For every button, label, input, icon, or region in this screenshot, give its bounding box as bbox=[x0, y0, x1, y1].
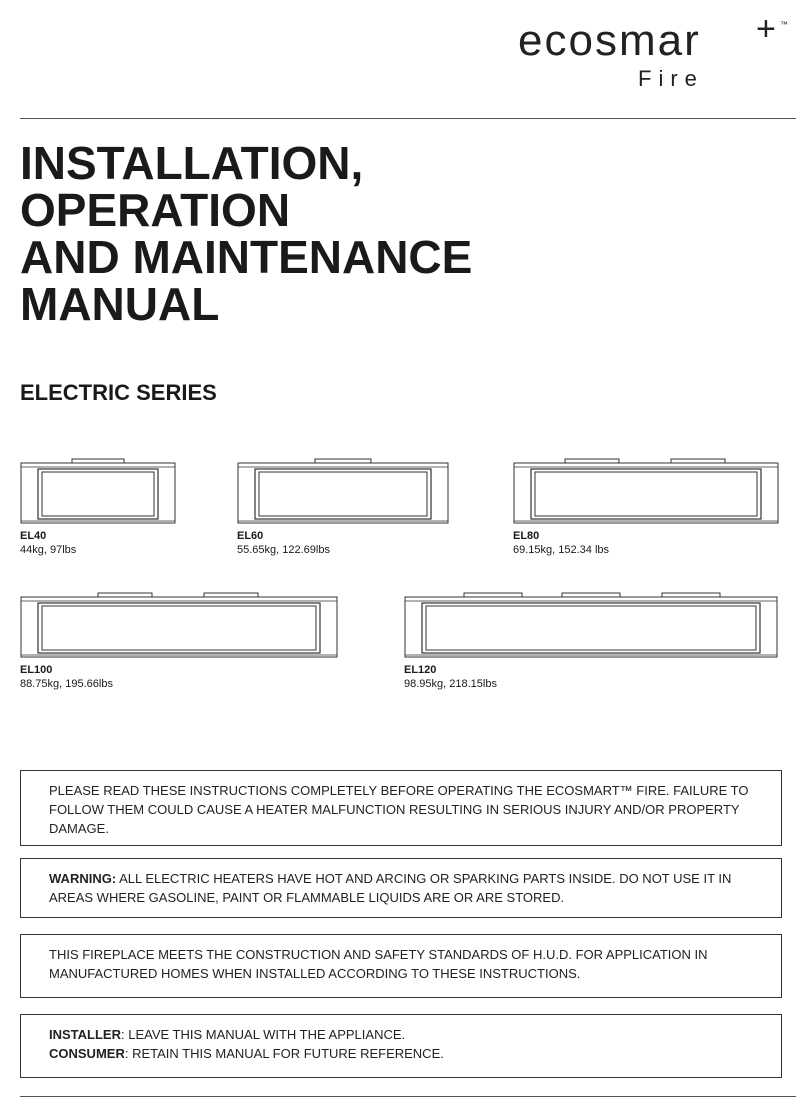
warning-notice bbox=[20, 858, 782, 918]
warning-text: ALL ELECTRIC HEATERS HAVE HOT AND ARCING OR SPARKING PARTS INSIDE. DO NOT USE IT IN AREAS WHERE GASOLINE, PAINT OR FLAMMABLE LIQUIDS ARE OR ARE STORED. bbox=[49, 871, 732, 905]
read-instructions-notice bbox=[20, 770, 782, 846]
page-title bbox=[20, 137, 720, 330]
consumer-line bbox=[49, 1044, 769, 1063]
consumer-text: : RETAIN THIS MANUAL FOR FUTURE REFERENCE. bbox=[124, 1046, 444, 1061]
model-el80 bbox=[513, 458, 781, 556]
installer-consumer-notice bbox=[20, 1014, 782, 1078]
title-line: MANUAL bbox=[20, 278, 220, 330]
model-weight: 44kg, 97lbs bbox=[20, 544, 77, 556]
el40-fireplace-illustration bbox=[20, 458, 176, 526]
model-el120 bbox=[404, 592, 780, 690]
brand-plus: + bbox=[756, 10, 776, 48]
installer-label: INSTALLER bbox=[49, 1027, 121, 1042]
title-line: AND MAINTENANCE bbox=[20, 231, 473, 283]
series-title: ELECTRIC SERIES bbox=[20, 380, 217, 405]
title-line: INSTALLATION, bbox=[20, 137, 364, 189]
model-el40 bbox=[20, 458, 176, 556]
model-weight: 98.95kg, 218.15lbs bbox=[404, 678, 497, 690]
hud-notice bbox=[20, 934, 782, 998]
bottom-divider bbox=[20, 1096, 796, 1097]
model-name: EL120 bbox=[404, 664, 437, 676]
model-weight: 55.65kg, 122.69lbs bbox=[237, 544, 330, 556]
warning-label: WARNING: bbox=[49, 871, 117, 886]
installer-line bbox=[49, 1025, 769, 1044]
model-name: EL100 bbox=[20, 664, 53, 676]
installer-text: : LEAVE THIS MANUAL WITH THE APPLIANCE. bbox=[120, 1027, 406, 1042]
model-name: EL40 bbox=[20, 530, 47, 542]
model-el100 bbox=[20, 592, 338, 690]
notice-text: PLEASE READ THESE INSTRUCTIONS COMPLETELY BEFORE OPERATING THE ECOSMART™ FIRE. FAILURE TO FOLLOW THEM COULD CAUSE A HEATER MALFUNCTION RESULTING IN SERIOUS INJURY AND/OR PROPERTY DAMAGE. bbox=[49, 783, 749, 836]
model-name: EL80 bbox=[513, 530, 540, 542]
notice-text: THIS FIREPLACE MEETS THE CONSTRUCTION AND SAFETY STANDARDS OF H.U.D. FOR APPLICATION IN MANUFACTURED HOMES WHEN INSTALLED ACCORDING TO THESE INSTRUCTIONS. bbox=[49, 947, 708, 981]
title-line: OPERATION bbox=[20, 184, 291, 236]
consumer-label: CONSUMER bbox=[49, 1046, 125, 1061]
brand-trademark: ™ bbox=[780, 20, 788, 29]
top-divider bbox=[20, 118, 796, 119]
model-weight: 69.15kg, 152.34 lbs bbox=[513, 544, 610, 556]
el60-fireplace-illustration bbox=[237, 458, 449, 526]
brand-logo bbox=[518, 10, 788, 96]
model-name: EL60 bbox=[237, 530, 264, 542]
el120-fireplace-illustration bbox=[404, 592, 780, 660]
model-weight: 88.75kg, 195.66lbs bbox=[20, 678, 113, 690]
brand-wordmark: ecosmar bbox=[518, 16, 701, 65]
el80-fireplace-illustration bbox=[513, 458, 781, 526]
el100-fireplace-illustration bbox=[20, 592, 338, 660]
brand-subtitle: Fire bbox=[638, 66, 704, 91]
model-el60 bbox=[237, 458, 449, 556]
